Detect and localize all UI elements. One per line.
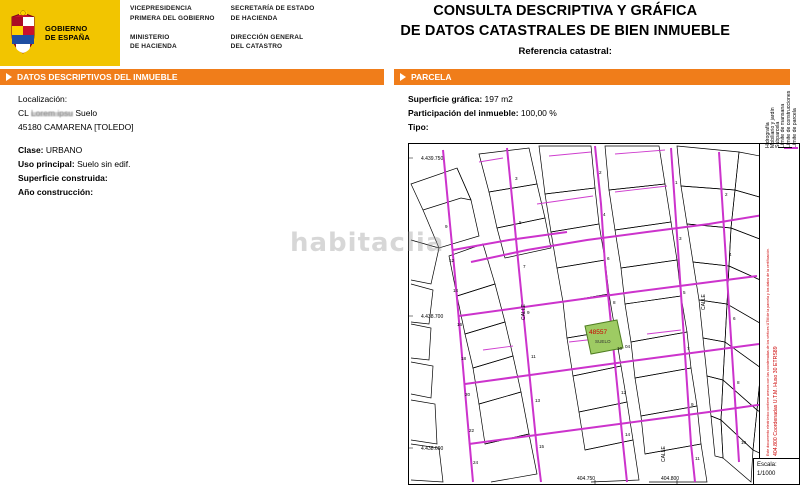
clase-row — [18, 144, 394, 157]
tipo-label: Tipo: — [408, 122, 429, 133]
legend-coord-note: 404.800 Coordenadas U.T.M. Huso 30 ETRS89 — [773, 345, 779, 456]
section-bar-parcela — [394, 69, 800, 85]
svg-text:2: 2 — [599, 169, 602, 175]
triangle-right-icon — [400, 73, 406, 81]
government-name — [45, 24, 90, 43]
anio-construccion-label: Año construcción: — [18, 187, 94, 198]
page-title-line-2: DE DATOS CATASTRALES DE BIEN INMUEBLE — [400, 22, 731, 39]
section-bar-inmueble — [0, 69, 394, 85]
uso-row — [18, 158, 394, 171]
participacion-label: Participación del inmueble: — [408, 108, 519, 119]
direccion-general-line-2: DEL CATASTRO — [230, 43, 283, 51]
spain-coat-of-arms-icon — [6, 11, 40, 55]
inmueble-panel — [0, 93, 394, 485]
cadastral-map-drawing — [409, 144, 799, 484]
secretaria-line-2: DE HACIENDA — [230, 14, 278, 22]
legend-item-2: Límite de mansana — [780, 103, 786, 148]
clase-value: URBANO — [45, 144, 83, 155]
map-scale-label: Escala: — [757, 461, 777, 468]
svg-text:2: 2 — [725, 191, 728, 197]
gobierno-line-1: GOBIERNO — [45, 23, 88, 33]
svg-text:11: 11 — [531, 353, 536, 359]
street-suffix: Suelo — [75, 108, 98, 119]
watermark: habitaclia — [290, 228, 445, 258]
svg-text:5: 5 — [519, 219, 522, 225]
svg-text:CALLE: CALLE — [521, 303, 527, 320]
svg-text:4.439.750: 4.439.750 — [421, 155, 444, 162]
legend-item-4: Mobiliario y jardín — [770, 106, 776, 148]
svg-text:4.438.600: 4.438.600 — [421, 445, 444, 452]
ministry-block — [120, 0, 330, 66]
legend-item-1: Límite de construcciones — [786, 90, 792, 148]
map-scale-box — [753, 458, 799, 484]
svg-text:9: 9 — [691, 401, 694, 407]
svg-text:4: 4 — [729, 251, 732, 257]
parcel-number-label: 48557 — [589, 328, 608, 336]
section-bar-parcela-label: PARCELA — [411, 72, 452, 82]
anio-construccion-row — [18, 186, 394, 199]
government-logo-block — [0, 0, 120, 66]
svg-text:5: 5 — [683, 289, 686, 295]
legend-item-3: Subparcela — [775, 121, 781, 148]
tipo-row — [408, 121, 800, 134]
svg-text:8: 8 — [737, 379, 740, 385]
parcel-use-label: SUELO — [595, 338, 611, 344]
document-content — [0, 90, 800, 485]
ministry-column-2 — [231, 0, 331, 66]
document-header — [0, 0, 800, 66]
svg-text:9: 9 — [527, 309, 530, 315]
svg-text:13: 13 — [535, 397, 541, 403]
street-name-redacted: Lorem ipsu — [31, 107, 73, 120]
svg-text:3: 3 — [679, 235, 682, 241]
svg-text:CALLE: CALLE — [701, 293, 707, 310]
svg-text:14: 14 — [625, 431, 631, 437]
localizacion-label: Localización: — [18, 94, 68, 104]
secretaria-line-1: SECRETARÍA DE ESTADO — [230, 5, 315, 12]
svg-text:4: 4 — [603, 211, 606, 217]
document-title-block — [330, 0, 800, 57]
svg-text:1: 1 — [675, 179, 678, 185]
svg-text:404.750: 404.750 — [577, 475, 596, 482]
cadastral-reference — [330, 46, 800, 57]
svg-text:16: 16 — [457, 321, 463, 327]
page-title-line-1: CONSULTA DESCRIPTIVA Y GRÁFICA — [433, 3, 698, 19]
section-bar-inmueble-label: DATOS DESCRIPTIVOS DEL INMUEBLE — [17, 72, 178, 82]
map-legend — [759, 90, 799, 458]
svg-text:14: 14 — [453, 287, 459, 293]
svg-text:15: 15 — [539, 443, 545, 449]
legend-electronic-note: Este documento electrónico contiene anexos con las coordenadas de los vértices UTM de la parcela y los datos de la certificación. — [766, 247, 770, 456]
svg-text:3: 3 — [515, 175, 518, 181]
legend-item-5: Hidrografía — [765, 121, 771, 148]
svg-text:12: 12 — [621, 389, 627, 395]
svg-text:7: 7 — [523, 263, 526, 269]
svg-text:10: 10 — [741, 439, 747, 445]
svg-text:404.800: 404.800 — [661, 475, 680, 482]
section-bars — [0, 69, 800, 85]
participacion-value: 100,00 % — [520, 108, 557, 119]
svg-text:11: 11 — [695, 455, 700, 461]
uso-label: Uso principal: — [18, 158, 75, 169]
page-title — [330, 2, 800, 41]
parcela-panel — [394, 90, 800, 485]
svg-text:12: 12 — [449, 257, 455, 263]
uso-value: Suelo sin edif. — [77, 158, 131, 169]
svg-text:6: 6 — [607, 255, 610, 261]
svg-text:24: 24 — [473, 459, 479, 465]
svg-text:CALLE: CALLE — [661, 445, 667, 462]
map-scale-value: 1/1000 — [757, 470, 776, 477]
gobierno-line-2: DE ESPAÑA — [45, 33, 91, 42]
ministry-column-1 — [130, 0, 231, 66]
svg-text:18: 18 — [461, 355, 467, 361]
superficie-grafica-row — [408, 93, 800, 106]
direccion-general-line-1: DIRECCIÓN GENERAL — [230, 33, 304, 41]
vicepresidencia-line-2: PRIMERA DEL GOBIERNO — [130, 14, 215, 22]
localizacion-city: 45180 CAMARENA [TOLEDO] — [18, 122, 134, 133]
clase-label: Clase: — [18, 144, 44, 155]
localizacion-group — [18, 93, 394, 135]
ministerio-line-1: MINISTERIO — [130, 33, 170, 41]
vicepresidencia-line-1: VICEPRESIDENCIA — [130, 5, 192, 12]
svg-text:20: 20 — [465, 391, 471, 397]
superficie-grafica-value: 197 m2 — [484, 94, 513, 104]
svg-text:10: 10 — [617, 345, 623, 351]
ministerio-line-2: DE HACIENDA — [130, 43, 177, 51]
svg-text:22: 22 — [469, 427, 475, 433]
superficie-construida-label: Superficie construida: — [18, 172, 108, 183]
legend-item-0: Límite de parcela — [792, 107, 798, 148]
svg-text:6: 6 — [733, 315, 736, 321]
svg-text:8: 8 — [613, 299, 616, 305]
svg-text:9: 9 — [445, 223, 448, 229]
svg-text:04: 04 — [625, 343, 631, 349]
cadastral-reference-label: Referencia catastral: — [518, 46, 612, 58]
superficie-grafica-label: Superficie gráfica: — [408, 94, 483, 104]
svg-text:7: 7 — [687, 345, 690, 351]
superficie-construida-row — [18, 172, 394, 185]
street-type: CL — [18, 108, 29, 119]
triangle-right-icon — [6, 73, 12, 81]
svg-text:4.438.700: 4.438.700 — [421, 313, 444, 320]
localizacion-street — [18, 107, 394, 120]
participacion-row — [408, 107, 800, 120]
